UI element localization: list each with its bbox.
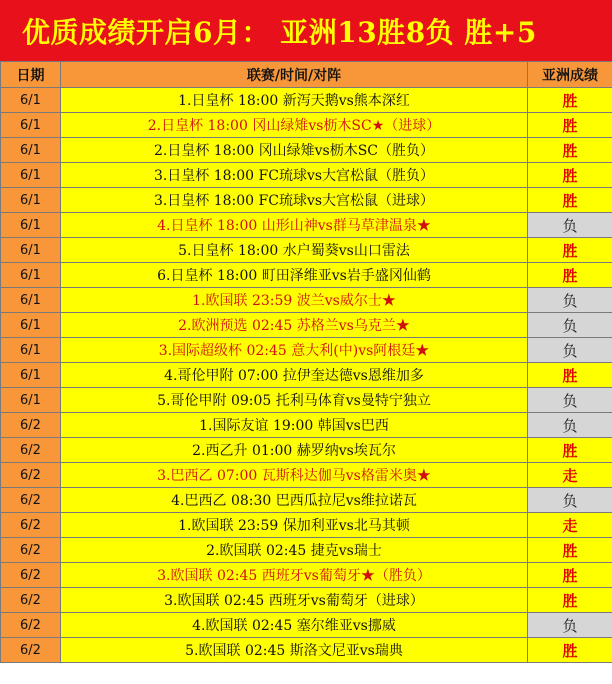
row-result: 走	[528, 513, 612, 538]
table-row	[1, 338, 612, 363]
row-result: 胜	[528, 588, 612, 613]
header-result: 亚洲成绩	[528, 62, 612, 88]
row-match: 2.日皇杯 18:00 冈山绿雉vs枥木SC★（进球）	[61, 113, 528, 138]
row-match: 4.日皇杯 18:00 山形山神vs群马草津温泉★	[61, 213, 528, 238]
row-date: 6/2	[1, 588, 61, 613]
row-match: 4.哥伦甲附 07:00 拉伊奎达德vs恩维加多	[61, 363, 528, 388]
row-date: 6/1	[1, 213, 61, 238]
row-date: 6/1	[1, 263, 61, 288]
table-row	[1, 113, 612, 138]
row-match: 5.哥伦甲附 09:05 托利马体育vs曼特宁独立	[61, 388, 528, 413]
row-match: 2.西乙升 01:00 赫罗纳vs埃瓦尔	[61, 438, 528, 463]
table-row	[1, 538, 612, 563]
row-result: 负	[528, 413, 612, 438]
table-row	[1, 513, 612, 538]
row-result: 胜	[528, 438, 612, 463]
row-match: 3.欧国联 02:45 西班牙vs葡萄牙（进球）	[61, 588, 528, 613]
header-match: 联赛/时间/对阵	[61, 62, 528, 88]
row-match: 2.欧国联 02:45 捷克vs瑞士	[61, 538, 528, 563]
row-match: 3.国际超级杯 02:45 意大利(中)vs阿根廷★	[61, 338, 528, 363]
row-match: 3.巴西乙 07:00 瓦斯科达伽马vs格雷米奥★	[61, 463, 528, 488]
row-match: 2.欧洲预选 02:45 苏格兰vs乌克兰★	[61, 313, 528, 338]
row-result: 胜	[528, 238, 612, 263]
table-row	[1, 288, 612, 313]
row-date: 6/2	[1, 638, 61, 663]
row-result: 负	[528, 313, 612, 338]
row-result: 负	[528, 213, 612, 238]
title-banner	[0, 0, 612, 61]
table-row	[1, 563, 612, 588]
table-row	[1, 488, 612, 513]
row-date: 6/2	[1, 438, 61, 463]
table-row	[1, 88, 612, 113]
table-row	[1, 613, 612, 638]
row-result: 胜	[528, 263, 612, 288]
row-date: 6/2	[1, 563, 61, 588]
table-row	[1, 138, 612, 163]
row-match: 4.巴西乙 08:30 巴西瓜拉尼vs维拉诺瓦	[61, 488, 528, 513]
row-result: 胜	[528, 188, 612, 213]
row-result: 胜	[528, 363, 612, 388]
table-row	[1, 313, 612, 338]
row-result: 胜	[528, 563, 612, 588]
row-result: 负	[528, 388, 612, 413]
table-row	[1, 413, 612, 438]
table-row	[1, 238, 612, 263]
row-date: 6/2	[1, 513, 61, 538]
table-row	[1, 388, 612, 413]
table-row	[1, 163, 612, 188]
row-result: 负	[528, 613, 612, 638]
row-result: 走	[528, 463, 612, 488]
table-row	[1, 463, 612, 488]
row-match: 5.欧国联 02:45 斯洛文尼亚vs瑞典	[61, 638, 528, 663]
row-date: 6/2	[1, 463, 61, 488]
row-date: 6/1	[1, 388, 61, 413]
row-match: 5.日皇杯 18:00 水户蜀葵vs山口雷法	[61, 238, 528, 263]
row-date: 6/1	[1, 363, 61, 388]
row-date: 6/1	[1, 138, 61, 163]
row-result: 胜	[528, 538, 612, 563]
row-date: 6/1	[1, 188, 61, 213]
row-date: 6/1	[1, 88, 61, 113]
table-row	[1, 438, 612, 463]
table-row	[1, 638, 612, 663]
row-date: 6/2	[1, 613, 61, 638]
row-match: 1.日皇杯 18:00 新泻天鹅vs熊本深红	[61, 88, 528, 113]
row-result: 胜	[528, 163, 612, 188]
table-row	[1, 263, 612, 288]
row-match: 1.欧国联 23:59 保加利亚vs北马其顿	[61, 513, 528, 538]
table-row	[1, 588, 612, 613]
row-result: 胜	[528, 113, 612, 138]
row-match: 1.欧国联 23:59 波兰vs威尔士★	[61, 288, 528, 313]
row-date: 6/2	[1, 413, 61, 438]
row-date: 6/1	[1, 288, 61, 313]
row-result: 胜	[528, 638, 612, 663]
results-table	[0, 61, 612, 663]
row-match: 3.日皇杯 18:00 FC琉球vs大宫松鼠（胜负）	[61, 163, 528, 188]
row-date: 6/1	[1, 113, 61, 138]
table-row	[1, 188, 612, 213]
table-header-row	[1, 62, 612, 88]
table-row	[1, 363, 612, 388]
row-match: 6.日皇杯 18:00 町田泽维亚vs岩手盛冈仙鹤	[61, 263, 528, 288]
row-date: 6/1	[1, 313, 61, 338]
row-result: 负	[528, 338, 612, 363]
page-title: 优质成绩开启6月： 亚洲13胜8负 胜+5	[22, 15, 537, 49]
row-date: 6/1	[1, 338, 61, 363]
row-match: 4.欧国联 02:45 塞尔维亚vs挪威	[61, 613, 528, 638]
row-date: 6/2	[1, 488, 61, 513]
row-result: 负	[528, 288, 612, 313]
row-match: 3.日皇杯 18:00 FC琉球vs大宫松鼠（进球）	[61, 188, 528, 213]
row-match: 3.欧国联 02:45 西班牙vs葡萄牙★（胜负）	[61, 563, 528, 588]
row-match: 1.国际友谊 19:00 韩国vs巴西	[61, 413, 528, 438]
header-date: 日期	[1, 62, 61, 88]
row-date: 6/1	[1, 163, 61, 188]
row-result: 负	[528, 488, 612, 513]
row-date: 6/1	[1, 238, 61, 263]
row-match: 2.日皇杯 18:00 冈山绿雉vs枥木SC（胜负）	[61, 138, 528, 163]
row-result: 胜	[528, 138, 612, 163]
row-result: 胜	[528, 88, 612, 113]
row-date: 6/2	[1, 538, 61, 563]
table-row	[1, 213, 612, 238]
